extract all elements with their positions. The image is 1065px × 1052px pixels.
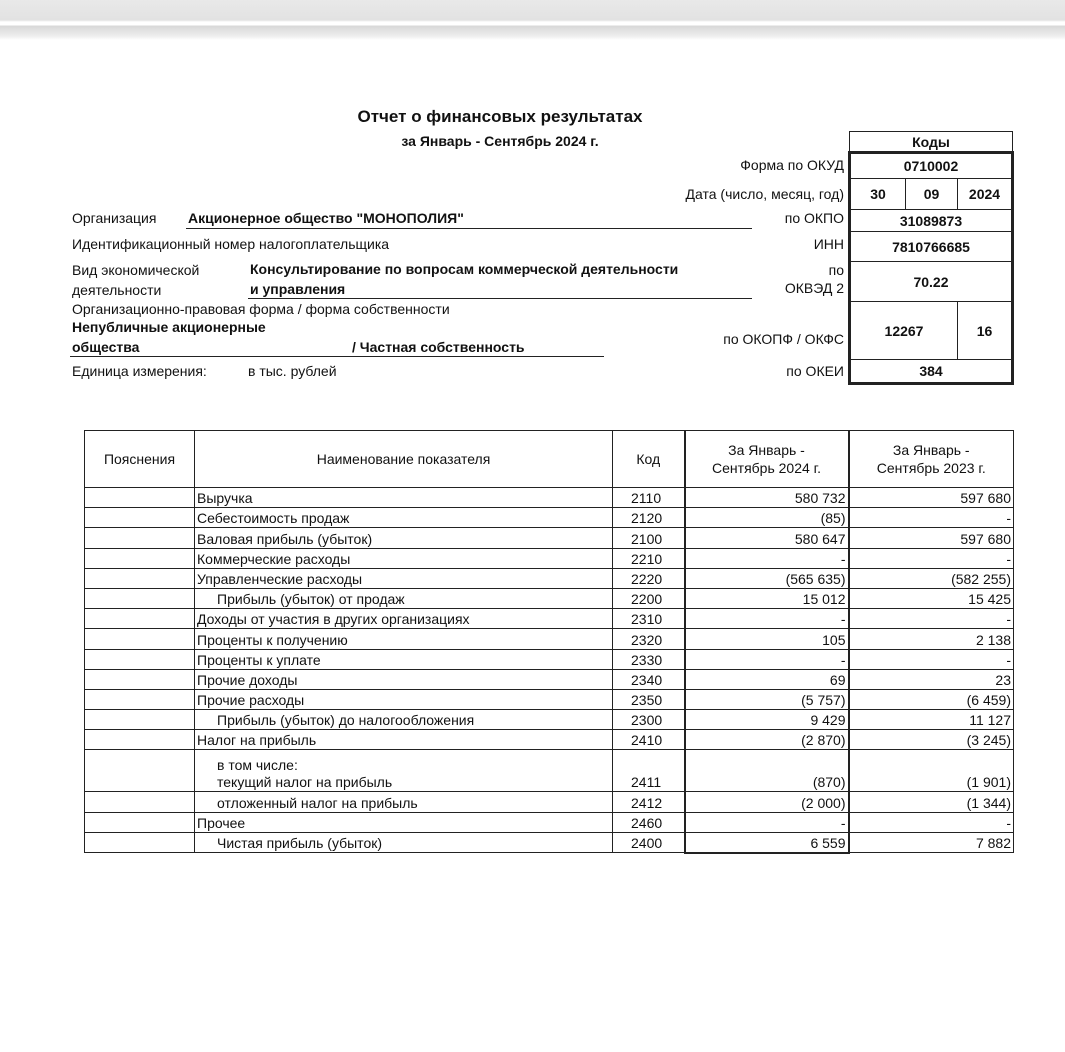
col-header-notes: Пояснения bbox=[85, 431, 195, 488]
current-value: 580 647 bbox=[685, 528, 849, 548]
unit-value: в тыс. рублей bbox=[248, 363, 337, 379]
indicator-code: 2300 bbox=[613, 710, 685, 730]
previous-value: - bbox=[849, 548, 1014, 568]
okopf-label: по ОКОПФ / ОКФС bbox=[723, 331, 844, 347]
org-underline bbox=[186, 228, 752, 229]
previous-value: 2 138 bbox=[849, 629, 1014, 649]
previous-value: (3 245) bbox=[849, 730, 1014, 750]
indicator-name: Проценты к получению bbox=[195, 629, 613, 649]
table-row bbox=[85, 792, 1014, 812]
indicator-name: Налог на прибыль bbox=[195, 730, 613, 750]
col-header-current-line1: За Январь - bbox=[728, 442, 805, 458]
table-row bbox=[85, 528, 1014, 548]
indicator-name: текущий налог на прибыль bbox=[217, 774, 393, 791]
previous-value: - bbox=[849, 508, 1014, 528]
previous-value: - bbox=[849, 609, 1014, 629]
indicator-name: Коммерческие расходы bbox=[195, 548, 613, 568]
notes-cell bbox=[85, 629, 195, 649]
previous-value: 23 bbox=[849, 669, 1014, 689]
codes-header: Коды bbox=[850, 132, 1013, 153]
indicator-name: Валовая прибыль (убыток) bbox=[195, 528, 613, 548]
notes-cell bbox=[85, 528, 195, 548]
table-header-row bbox=[85, 431, 1014, 488]
table-row bbox=[85, 730, 1014, 750]
activity-label-line1: Вид экономической bbox=[72, 262, 200, 278]
indicator-code: 2460 bbox=[613, 812, 685, 832]
okud-value: 0710002 bbox=[850, 153, 1013, 179]
org-label: Организация bbox=[72, 210, 157, 226]
current-value: (2 870) bbox=[685, 730, 849, 750]
indicator-code: 2350 bbox=[613, 689, 685, 709]
indicator-code: 2100 bbox=[613, 528, 685, 548]
indicator-subheading: в том числе: bbox=[217, 757, 298, 774]
table-row bbox=[85, 508, 1014, 528]
indicator-code: 2412 bbox=[613, 792, 685, 812]
col-header-previous bbox=[849, 431, 1014, 488]
table-row bbox=[85, 750, 1014, 792]
okved-label-line2: ОКВЭД 2 bbox=[784, 280, 844, 296]
date-label: Дата (число, месяц, год) bbox=[685, 186, 844, 202]
indicator-name: Выручка bbox=[195, 488, 613, 508]
notes-cell bbox=[85, 568, 195, 588]
activity-line2: и управления bbox=[250, 281, 346, 297]
previous-value: (582 255) bbox=[849, 568, 1014, 588]
table-row bbox=[85, 568, 1014, 588]
indicator-name-block bbox=[195, 750, 613, 792]
date-year: 2024 bbox=[958, 179, 1013, 210]
notes-cell bbox=[85, 508, 195, 528]
okved-value: 70.22 bbox=[850, 262, 1013, 302]
inn-value: 7810766685 bbox=[850, 232, 1013, 262]
table-row bbox=[85, 649, 1014, 669]
indicator-name: Прочие доходы bbox=[195, 669, 613, 689]
date-day: 30 bbox=[850, 179, 906, 210]
table-row bbox=[85, 629, 1014, 649]
financial-results-table bbox=[84, 430, 1014, 854]
notes-cell bbox=[85, 548, 195, 568]
report-title: Отчет о финансовых результатах bbox=[357, 107, 643, 126]
notes-cell bbox=[85, 832, 195, 852]
notes-cell bbox=[85, 792, 195, 812]
current-value: (5 757) bbox=[685, 689, 849, 709]
current-value: 105 bbox=[685, 629, 849, 649]
table-row bbox=[85, 812, 1014, 832]
indicator-code: 2400 bbox=[613, 832, 685, 852]
notes-cell bbox=[85, 609, 195, 629]
current-value: (565 635) bbox=[685, 568, 849, 588]
indicator-name: Управленческие расходы bbox=[195, 568, 613, 588]
indicator-name: Прибыль (убыток) до налогообложения bbox=[195, 710, 613, 730]
org-name: Акционерное общество "МОНОПОЛИЯ" bbox=[188, 210, 464, 226]
table-row bbox=[85, 669, 1014, 689]
taxpayer-id-label: Идентификационный номер налогоплательщика bbox=[72, 236, 390, 252]
legal-form-label: Организационно-правовая форма / форма собственности bbox=[72, 301, 450, 317]
indicator-name: Доходы от участия в других организациях bbox=[195, 609, 613, 629]
col-header-previous-line1: За Январь - bbox=[892, 442, 970, 458]
notes-cell bbox=[85, 750, 195, 792]
previous-value: 597 680 bbox=[849, 528, 1014, 548]
notes-cell bbox=[85, 710, 195, 730]
current-value: 15 012 bbox=[685, 588, 849, 608]
col-header-current-line2: Сентябрь 2024 г. bbox=[712, 460, 821, 476]
table-row bbox=[85, 588, 1014, 608]
table-row bbox=[85, 548, 1014, 568]
indicator-name: Прибыль (убыток) от продаж bbox=[195, 588, 613, 608]
activity-underline bbox=[248, 298, 752, 299]
current-value: 6 559 bbox=[685, 832, 849, 852]
okved-label-line1: по bbox=[828, 262, 844, 278]
indicator-code: 2410 bbox=[613, 730, 685, 750]
indicator-code: 2220 bbox=[613, 568, 685, 588]
okfs-value: 16 bbox=[958, 302, 1013, 360]
indicator-code: 2320 bbox=[613, 629, 685, 649]
notes-cell bbox=[85, 689, 195, 709]
current-value: 69 bbox=[685, 669, 849, 689]
notes-cell bbox=[85, 649, 195, 669]
indicator-code: 2411 bbox=[613, 750, 685, 792]
current-value: - bbox=[685, 649, 849, 669]
current-value: (85) bbox=[685, 508, 849, 528]
notes-cell bbox=[85, 730, 195, 750]
indicator-code: 2120 bbox=[613, 508, 685, 528]
previous-value: - bbox=[849, 812, 1014, 832]
notes-cell bbox=[85, 812, 195, 832]
legal-form-underline bbox=[70, 356, 604, 357]
okpo-value: 31089873 bbox=[850, 210, 1013, 232]
col-header-name: Наименование показателя bbox=[195, 431, 613, 488]
unit-label: Единица измерения: bbox=[72, 363, 207, 379]
previous-value: (1 344) bbox=[849, 792, 1014, 812]
ownership-form: / Частная собственность bbox=[352, 339, 525, 355]
activity-label-line2: деятельности bbox=[72, 282, 162, 298]
codes-box bbox=[848, 131, 1014, 385]
indicator-name: Себестоимость продаж bbox=[195, 508, 613, 528]
okud-label: Форма по ОКУД bbox=[740, 157, 844, 173]
previous-value: - bbox=[849, 649, 1014, 669]
indicator-name: Прочее bbox=[195, 812, 613, 832]
indicator-code: 2340 bbox=[613, 669, 685, 689]
col-header-previous-line2: Сентябрь 2023 г. bbox=[876, 460, 986, 476]
col-header-current bbox=[685, 431, 849, 488]
col-header-code: Код bbox=[613, 431, 685, 488]
previous-value: (6 459) bbox=[849, 689, 1014, 709]
okpo-label: по ОКПО bbox=[784, 210, 844, 226]
current-value: 9 429 bbox=[685, 710, 849, 730]
current-value: 580 732 bbox=[685, 488, 849, 508]
table-row bbox=[85, 832, 1014, 852]
indicator-name: Проценты к уплате bbox=[195, 649, 613, 669]
okopf-value: 12267 bbox=[850, 302, 958, 360]
table-row bbox=[85, 609, 1014, 629]
current-value: - bbox=[685, 548, 849, 568]
indicator-code: 2200 bbox=[613, 588, 685, 608]
previous-value: 7 882 bbox=[849, 832, 1014, 852]
legal-form-line1: Непубличные акционерные bbox=[72, 319, 266, 335]
previous-value: 15 425 bbox=[849, 588, 1014, 608]
indicator-code: 2330 bbox=[613, 649, 685, 669]
okei-value: 384 bbox=[850, 360, 1013, 384]
previous-value: (1 901) bbox=[849, 750, 1014, 792]
legal-form-line2: общества bbox=[72, 339, 140, 355]
current-value: - bbox=[685, 609, 849, 629]
previous-value: 11 127 bbox=[849, 710, 1014, 730]
notes-cell bbox=[85, 669, 195, 689]
table-row bbox=[85, 689, 1014, 709]
current-value: (870) bbox=[685, 750, 849, 792]
current-value: (2 000) bbox=[685, 792, 849, 812]
indicator-name: Прочие расходы bbox=[195, 689, 613, 709]
viewer-top-bar bbox=[0, 0, 1065, 40]
indicator-code: 2110 bbox=[613, 488, 685, 508]
okei-label: по ОКЕИ bbox=[786, 363, 844, 379]
indicator-name: отложенный налог на прибыль bbox=[195, 792, 613, 812]
inn-code-label: ИНН bbox=[813, 236, 844, 252]
table-row bbox=[85, 710, 1014, 730]
indicator-name: Чистая прибыль (убыток) bbox=[195, 832, 613, 852]
notes-cell bbox=[85, 488, 195, 508]
date-month: 09 bbox=[906, 179, 958, 210]
notes-cell bbox=[85, 588, 195, 608]
indicator-code: 2310 bbox=[613, 609, 685, 629]
table-row bbox=[85, 488, 1014, 508]
report-period: за Январь - Сентябрь 2024 г. bbox=[401, 133, 599, 149]
indicator-code: 2210 bbox=[613, 548, 685, 568]
activity-line1: Консультирование по вопросам коммерческой деятельности bbox=[250, 261, 679, 277]
current-value: - bbox=[685, 812, 849, 832]
previous-value: 597 680 bbox=[849, 488, 1014, 508]
